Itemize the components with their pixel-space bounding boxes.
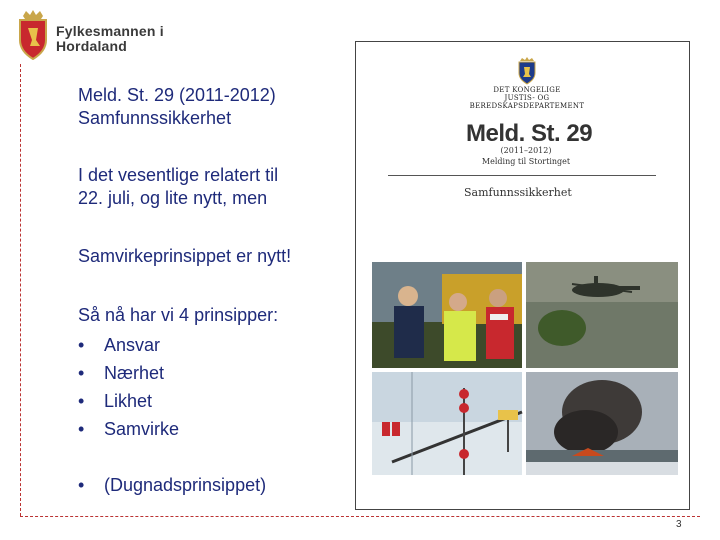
org-line-1: Fylkesmannen i	[56, 23, 164, 39]
photo-helicopter-shadow	[526, 262, 678, 368]
dashed-divider-horizontal	[20, 516, 700, 517]
document-name: Samfunnssikkerhet	[464, 186, 572, 199]
heading-line-1: Meld. St. 29 (2011-2012)	[78, 85, 276, 105]
photo-flood-signs	[372, 372, 522, 475]
org-line-2: Hordaland	[56, 38, 128, 54]
emblem-icon	[517, 57, 537, 85]
dashed-divider-vertical	[20, 64, 21, 516]
paragraph-1-line-1: I det vesentlige relatert til	[78, 165, 279, 185]
document-years: (2011–2012)	[500, 146, 552, 155]
list-item: • Likhet	[78, 387, 179, 415]
document-cover	[355, 41, 690, 510]
principles-list	[78, 331, 179, 443]
heading	[78, 84, 276, 130]
department-line-1: DET KONGELIGE	[493, 86, 561, 94]
coat-of-arms-icon	[16, 10, 50, 60]
list-item: • Ansvar	[78, 331, 179, 359]
photo-police-team	[372, 262, 522, 368]
photo-collage	[372, 262, 678, 475]
department-name	[452, 86, 602, 110]
paragraph-2: Samvirkeprinsippet er nytt!	[78, 246, 292, 266]
document-subtitle: Melding til Stortinget	[481, 157, 571, 166]
paragraph-1	[78, 164, 278, 210]
document-title: Meld. St. 29	[466, 120, 593, 147]
paragraph-1-line-2: 22. juli, og lite nytt, men	[78, 188, 268, 208]
photo-volcano-ash	[526, 372, 678, 475]
list-item: • Samvirke	[78, 415, 179, 443]
department-line-2: JUSTIS- OG BEREDSKAPSDEPARTEMENT	[469, 94, 585, 110]
heading-line-2: Samfunnssikkerhet	[78, 108, 232, 128]
document-rule	[388, 175, 656, 176]
page-number: 3	[676, 519, 682, 530]
organization-name	[56, 24, 164, 54]
list-item: • Nærhet	[78, 359, 179, 387]
principles-intro: Så nå har vi 4 prinsipper:	[78, 305, 279, 325]
extra-bullet: • (Dugnadsprinsippet)	[78, 475, 266, 496]
logo-block	[16, 10, 216, 62]
